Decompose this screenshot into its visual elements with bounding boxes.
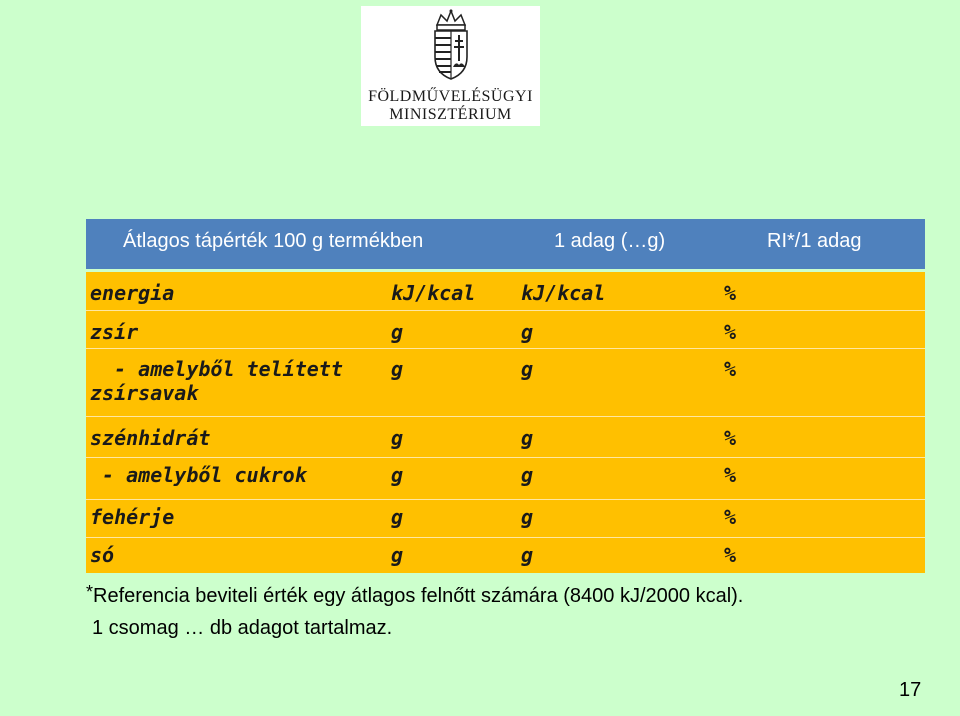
per-portion-unit: g (521, 426, 534, 450)
ri-unit: % (724, 281, 737, 305)
logo-text-line-1: FÖLDMŰVELÉSÜGYI (368, 88, 533, 105)
header-per-100g: Átlagos tápérték 100 g termékben (123, 230, 424, 252)
per-100g-unit: g (391, 463, 404, 487)
per-100g-unit: g (391, 426, 404, 450)
footnote-package: 1 csomag … db adagot tartalmaz. (92, 617, 393, 639)
per-100g-unit: g (391, 505, 404, 529)
nutrition-table (86, 272, 925, 573)
row-label: - amelyből telített zsírsavak (90, 357, 343, 405)
ri-unit: % (724, 543, 737, 567)
table-row-feherje (86, 499, 925, 536)
per-portion-unit: g (521, 505, 534, 529)
hungarian-coat-of-arms-icon (427, 9, 475, 81)
table-row-zsir (86, 310, 925, 347)
per-portion-unit: g (521, 320, 534, 344)
per-100g-unit: g (391, 320, 404, 344)
header-per-portion: 1 adag (…g) (554, 230, 666, 252)
per-100g-unit: g (391, 357, 404, 381)
table-row-energia (86, 272, 925, 308)
table-row-so (86, 537, 925, 574)
per-100g-unit: kJ/kcal (391, 281, 476, 305)
ri-unit: % (724, 505, 737, 529)
ri-unit: % (724, 426, 737, 450)
table-row-szenhidrat (86, 416, 925, 456)
table-header (86, 219, 925, 269)
row-label: - amelyből cukrok (90, 463, 307, 487)
per-portion-unit: kJ/kcal (521, 281, 606, 305)
ri-unit: % (724, 463, 737, 487)
footnote-text: Referencia beviteli érték egy átlagos felnőtt számára (8400 kJ/2000 kcal). (93, 585, 744, 607)
logo-text-line-2: MINISZTÉRIUM (389, 106, 512, 123)
per-portion-unit: g (521, 463, 534, 487)
per-portion-unit: g (521, 543, 534, 567)
row-label: szénhidrát (90, 426, 211, 450)
row-label: energia (90, 281, 175, 305)
row-label: fehérje (90, 505, 175, 529)
ministry-logo (361, 6, 540, 126)
table-row-cukrok (86, 457, 925, 498)
ri-unit: % (724, 357, 737, 381)
table-row-telitett-zsirsavak (86, 348, 925, 415)
per-portion-unit: g (521, 357, 534, 381)
header-ri-per-portion: RI*/1 adag (767, 230, 862, 252)
footnote-reference (86, 582, 744, 608)
row-label: zsír (90, 320, 139, 344)
per-100g-unit: g (391, 543, 404, 567)
footnote-star: * (86, 582, 94, 602)
page-number: 17 (899, 679, 922, 701)
row-label: só (90, 543, 115, 567)
ri-unit: % (724, 320, 737, 344)
